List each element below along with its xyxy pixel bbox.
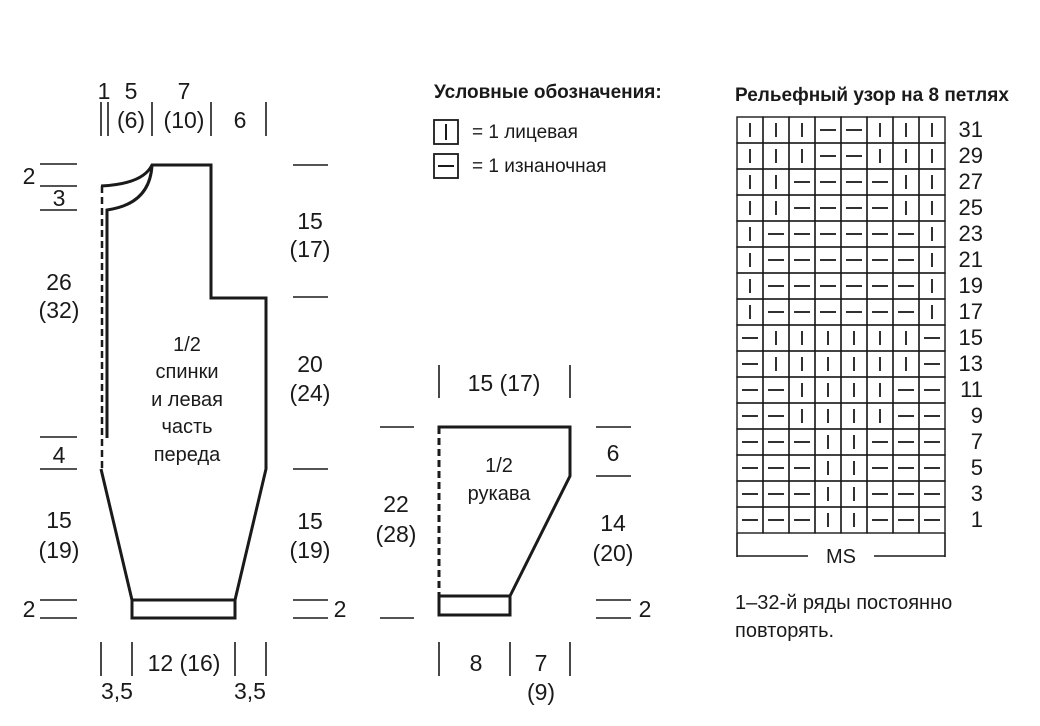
- legend-knit-text: = 1 лицевая: [472, 122, 578, 143]
- purl-cell: [893, 247, 919, 273]
- purl-cell: [763, 403, 789, 429]
- knit-cell: [737, 299, 763, 325]
- knit-cell: [763, 117, 789, 143]
- chart-row-number: 3: [970, 481, 983, 506]
- sleeve-top-15: 15 (17): [467, 370, 541, 396]
- body-right-17-alt: (17): [289, 236, 331, 262]
- body-top-5: 5: [124, 78, 138, 104]
- knit-cell: [737, 273, 763, 299]
- purl-cell: [763, 221, 789, 247]
- body-right-15: 15: [297, 208, 323, 234]
- chart-row-number: 13: [958, 351, 983, 376]
- knit-cell: [893, 143, 919, 169]
- purl-cell: [841, 221, 867, 247]
- purl-cell: [867, 247, 893, 273]
- purl-cell: [867, 299, 893, 325]
- knit-cell: [919, 195, 945, 221]
- purl-cell: [815, 195, 841, 221]
- purl-cell: [867, 481, 893, 507]
- body-label-line3: и левая: [151, 389, 223, 411]
- purl-cell: [789, 507, 815, 533]
- purl-cell: [867, 455, 893, 481]
- knit-cell: [841, 377, 867, 403]
- purl-cell: [737, 481, 763, 507]
- chart-grid: [737, 117, 945, 533]
- body-bottom-3-5-left: 3,5: [101, 678, 133, 704]
- body-right-24-alt: (24): [289, 380, 331, 406]
- knit-cell: [919, 169, 945, 195]
- body-left-3: 3: [52, 185, 66, 211]
- knit-cell: [789, 117, 815, 143]
- purl-cell: [893, 403, 919, 429]
- purl-cell: [815, 221, 841, 247]
- knit-cell: [867, 351, 893, 377]
- purl-cell: [841, 195, 867, 221]
- purl-cell: [893, 481, 919, 507]
- purl-cell: [841, 299, 867, 325]
- knit-cell: [763, 325, 789, 351]
- purl-cell: [737, 455, 763, 481]
- purl-cell: [763, 299, 789, 325]
- knit-cell: [919, 221, 945, 247]
- purl-cell: [893, 299, 919, 325]
- knit-cell: [737, 169, 763, 195]
- purl-cell: [789, 247, 815, 273]
- sleeve-cuff: [439, 596, 510, 615]
- purl-cell: [893, 221, 919, 247]
- knit-cell: [841, 403, 867, 429]
- body-left-15: 15: [46, 507, 72, 533]
- knit-cell: [789, 351, 815, 377]
- chart-row-number: 5: [970, 455, 983, 480]
- purl-cell: [815, 169, 841, 195]
- body-top-1: 1: [97, 78, 111, 104]
- knit-cell: [893, 117, 919, 143]
- chart-row-numbers: [959, 117, 983, 532]
- knit-cell: [815, 377, 841, 403]
- purl-cell: [737, 325, 763, 351]
- purl-cell: [789, 195, 815, 221]
- purl-cell: [763, 377, 789, 403]
- purl-cell: [841, 273, 867, 299]
- body-bottom-12: 12 (16): [147, 650, 221, 676]
- knit-cell: [919, 117, 945, 143]
- sleeve-bottom-8: 8: [469, 650, 483, 676]
- knit-cell: [867, 143, 893, 169]
- knit-cell: [815, 403, 841, 429]
- knit-cell: [763, 143, 789, 169]
- chart-row-number: 29: [958, 143, 983, 168]
- purl-cell: [841, 143, 867, 169]
- chart-row-number: 15: [958, 325, 983, 350]
- sleeve-dimension-lines: [380, 365, 631, 676]
- knit-cell: [815, 325, 841, 351]
- legend-title: Условные обозначения:: [434, 82, 662, 103]
- purl-cell: [867, 273, 893, 299]
- purl-cell: [919, 351, 945, 377]
- knit-cell: [763, 195, 789, 221]
- chart-row-number: 21: [958, 247, 983, 272]
- knit-cell: [919, 143, 945, 169]
- purl-cell: [841, 247, 867, 273]
- body-neckline-inner: [107, 165, 152, 438]
- purl-cell: [867, 221, 893, 247]
- knit-cell: [893, 351, 919, 377]
- knit-cell: [919, 273, 945, 299]
- purl-cell: [867, 507, 893, 533]
- purl-cell: [919, 455, 945, 481]
- purl-cell: [919, 377, 945, 403]
- stitch-chart: [735, 85, 1009, 642]
- knit-cell: [841, 351, 867, 377]
- body-label-line5: переда: [153, 444, 221, 466]
- knit-cell: [867, 325, 893, 351]
- body-left-26: 26: [46, 269, 72, 295]
- purl-cell: [893, 429, 919, 455]
- knit-cell: [815, 455, 841, 481]
- purl-cell: [763, 507, 789, 533]
- body-left-19-alt: (19): [38, 537, 80, 563]
- purl-cell: [737, 507, 763, 533]
- knit-cell: [893, 325, 919, 351]
- sleeve-label-line1: 1/2: [485, 455, 513, 477]
- knit-cell: [815, 481, 841, 507]
- purl-cell: [867, 195, 893, 221]
- purl-cell: [919, 325, 945, 351]
- purl-cell: [841, 117, 867, 143]
- knit-cell: [893, 195, 919, 221]
- chart-note-line1: 1–32-й ряды постоянно: [735, 592, 953, 614]
- sleeve-right-6: 6: [606, 440, 620, 466]
- purl-cell: [737, 351, 763, 377]
- chart-row-number: 19: [958, 273, 983, 298]
- purl-cell: [815, 117, 841, 143]
- body-left-2-top: 2: [22, 163, 36, 189]
- body-rib-band: [132, 600, 235, 618]
- sleeve-right-2: 2: [638, 596, 652, 622]
- knit-cell: [841, 481, 867, 507]
- purl-cell: [815, 273, 841, 299]
- purl-cell: [763, 273, 789, 299]
- chart-row-number: 27: [958, 169, 983, 194]
- purl-cell: [737, 429, 763, 455]
- chart-repeat-label: MS: [826, 546, 856, 568]
- purl-cell: [789, 429, 815, 455]
- body-left-4: 4: [52, 442, 66, 468]
- sleeve-right-14: 14: [600, 510, 626, 536]
- purl-cell: [815, 143, 841, 169]
- purl-cell: [815, 299, 841, 325]
- chart-row-number: 31: [958, 117, 983, 142]
- chart-row-number: 23: [958, 221, 983, 246]
- body-label-line1: 1/2: [173, 334, 201, 356]
- knit-cell: [815, 507, 841, 533]
- purl-cell: [919, 481, 945, 507]
- knit-cell: [919, 299, 945, 325]
- purl-cell: [919, 429, 945, 455]
- knit-cell: [737, 117, 763, 143]
- knit-cell: [789, 377, 815, 403]
- chart-row-number: 11: [960, 377, 983, 402]
- purl-cell: [763, 481, 789, 507]
- knit-cell: [815, 429, 841, 455]
- sleeve-left-28-alt: (28): [375, 521, 417, 547]
- chart-row-number: 9: [970, 403, 983, 428]
- body-right-20: 20: [297, 351, 323, 377]
- knit-cell: [841, 507, 867, 533]
- body-left-32-alt: (32): [38, 297, 80, 323]
- knit-cell: [919, 247, 945, 273]
- body-piece-label: [151, 334, 223, 466]
- body-top-6: 6: [233, 107, 247, 133]
- purl-cell: [789, 299, 815, 325]
- knit-cell: [763, 169, 789, 195]
- purl-cell: [867, 429, 893, 455]
- chart-row-number: 1: [970, 507, 983, 532]
- sleeve-bottom-9-alt: (9): [526, 679, 556, 705]
- sleeve-right-20-alt: (20): [592, 540, 634, 566]
- purl-cell: [893, 507, 919, 533]
- purl-cell: [893, 377, 919, 403]
- knit-cell: [867, 377, 893, 403]
- knit-cell: [867, 403, 893, 429]
- body-bottom-3-5-right: 3,5: [234, 678, 266, 704]
- purl-cell: [763, 455, 789, 481]
- chart-row-number: 7: [970, 429, 983, 454]
- knit-cell: [893, 169, 919, 195]
- body-right-2: 2: [333, 596, 347, 622]
- chart-row-number: 25: [958, 195, 983, 220]
- purl-cell: [763, 429, 789, 455]
- knit-cell: [737, 143, 763, 169]
- legend-purl-text: = 1 изнаночная: [472, 156, 607, 177]
- chart-row-number: 17: [958, 299, 983, 324]
- body-right-15-lower: 15: [297, 508, 323, 534]
- purl-cell: [919, 403, 945, 429]
- purl-cell: [893, 455, 919, 481]
- knit-cell: [789, 325, 815, 351]
- body-left-2-bottom: 2: [22, 596, 36, 622]
- legend: [434, 82, 662, 178]
- purl-cell: [919, 507, 945, 533]
- purl-cell: [763, 247, 789, 273]
- purl-cell: [893, 273, 919, 299]
- purl-cell: [867, 169, 893, 195]
- body-top-7: 7: [177, 78, 191, 104]
- body-label-line4: часть: [161, 416, 213, 438]
- purl-cell: [737, 403, 763, 429]
- sleeve-label-line2: рукава: [467, 483, 531, 505]
- knit-cell: [841, 429, 867, 455]
- knit-cell: [737, 247, 763, 273]
- knit-cell: [737, 195, 763, 221]
- body-label-line2: спинки: [155, 361, 219, 383]
- purl-cell: [789, 455, 815, 481]
- purl-cell: [841, 169, 867, 195]
- purl-cell: [789, 221, 815, 247]
- body-top-10-alt: (10): [163, 107, 205, 133]
- knit-cell: [841, 325, 867, 351]
- purl-cell: [789, 481, 815, 507]
- body-top-6-alt: (6): [116, 107, 146, 133]
- chart-title: Рельефный узор на 8 петлях: [735, 85, 1009, 106]
- knit-cell: [763, 351, 789, 377]
- chart-note-line2: повторять.: [735, 620, 835, 642]
- sleeve-outline: [439, 427, 570, 596]
- sleeve-piece-label: [468, 455, 532, 505]
- knit-cell: [789, 403, 815, 429]
- sleeve-left-22: 22: [383, 491, 409, 517]
- knit-cell: [737, 221, 763, 247]
- purl-cell: [789, 273, 815, 299]
- sleeve-dimension-labels: [376, 370, 652, 705]
- knit-cell: [867, 117, 893, 143]
- knit-cell: [841, 455, 867, 481]
- body-right-19-alt: (19): [289, 537, 331, 563]
- purl-cell: [815, 247, 841, 273]
- knit-cell: [815, 351, 841, 377]
- knit-cell: [789, 143, 815, 169]
- purl-cell: [789, 169, 815, 195]
- purl-cell: [737, 377, 763, 403]
- sleeve-bottom-7: 7: [534, 650, 548, 676]
